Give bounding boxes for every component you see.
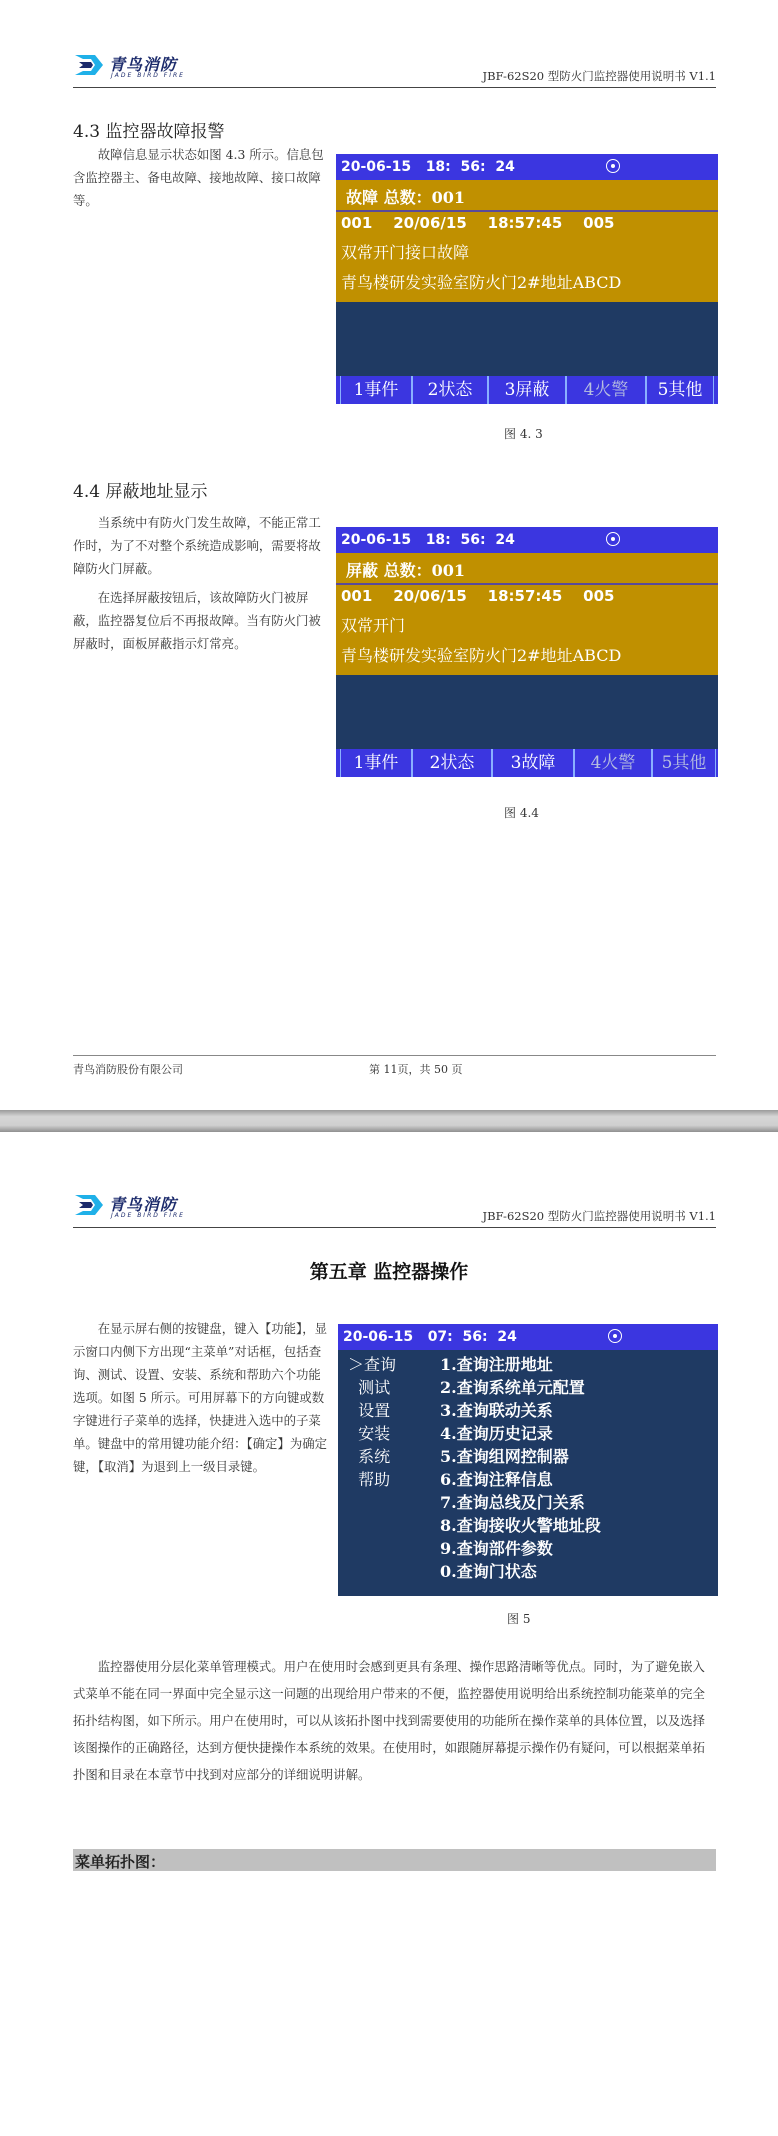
section-4-4-title: 4.4 屏蔽地址显示 <box>73 482 208 502</box>
chapter-5-title: 第五章 监控器操作 <box>309 1261 469 1283</box>
main-menu <box>348 1352 396 1490</box>
document-title: JBF-62S20 型防火门监控器使用说明书 V1.1 <box>482 1209 716 1223</box>
event-line-2: 双常开门 <box>341 616 406 635</box>
page-footer <box>73 1055 716 1077</box>
tab-events[interactable]: 1事件 <box>340 749 412 777</box>
lcd-tab-bar <box>336 749 718 777</box>
submenu-item[interactable]: 3.查询联动关系 <box>440 1401 553 1420</box>
company-logo <box>73 50 193 84</box>
page-separator <box>0 1110 778 1132</box>
section-4-3-paragraph: 故障信息显示状态如图 4.3 所示。信息包含监控器主、备电故障、接地故障、接口故障等。 <box>73 147 324 208</box>
submenu-item[interactable]: 2.查询系统单元配置 <box>440 1378 585 1397</box>
footer-rule <box>73 1055 716 1056</box>
lcd-time: 20-06-15 18: 56: 24 <box>341 159 515 175</box>
tab-events[interactable]: 1事件 <box>340 376 412 404</box>
submenu-item[interactable]: 5.查询组网控制器 <box>440 1447 569 1466</box>
clock-icon <box>608 1329 622 1343</box>
logo-text-cn: 青鸟消防 <box>109 1195 178 1214</box>
lcd-tab-bar <box>336 376 718 404</box>
logo-text-cn: 青鸟消防 <box>109 55 178 74</box>
lcd-screen-fig-4-3 <box>336 154 718 404</box>
submenu-item[interactable]: 7.查询总线及门关系 <box>440 1493 585 1512</box>
lcd-screen-fig-4-4 <box>336 527 718 777</box>
tab-shield[interactable]: 3屏蔽 <box>488 376 566 404</box>
menu-item-query[interactable]: ＞查询 <box>348 1355 397 1374</box>
lcd-time: 20-06-15 18: 56: 24 <box>341 532 515 548</box>
section-4-3-text <box>73 143 328 218</box>
event-line-1: 001 20/06/15 18:57:45 005 <box>341 214 615 232</box>
clock-icon <box>606 532 620 546</box>
submenu-item[interactable]: 9.查询部件参数 <box>440 1539 553 1558</box>
lcd-event-record <box>336 212 718 302</box>
logo-text-en: JADE BIRD FIRE <box>111 72 185 79</box>
lcd-status-bar <box>336 154 718 180</box>
submenu-item[interactable]: 8.查询接收火警地址段 <box>440 1516 601 1535</box>
menu-topology-heading <box>73 1849 716 1871</box>
menu-topology-label: 菜单拓扑图： <box>75 1853 166 1871</box>
lcd-status-bar <box>338 1324 718 1350</box>
chapter-5-intro-paragraph: 在显示屏右侧的按键盘，键入【功能】，显示窗口内侧下方出现“主菜单”对话框，包括查询、测试、设置、安装、系统和帮助六个功能选项。如图 5 所示。可用屏幕下的方向键或数字键进行子菜单的选择，快捷进入选中的子菜单。键盘中的常用键功能介绍：【确定】为确定键，【取消】为退到上一级目录键。 <box>73 1321 328 1474</box>
lcd-time: 20-06-15 07: 56: 24 <box>343 1329 517 1345</box>
tab-other[interactable]: 5其他 <box>646 376 714 404</box>
figure-5-caption: 图 5 <box>507 1612 531 1626</box>
section-4-4-text <box>73 511 328 661</box>
footer-page-number: 第 11页，共 50 页 <box>369 1063 463 1076</box>
page-header <box>73 1190 716 1230</box>
query-submenu <box>440 1352 601 1582</box>
tab-status[interactable]: 2状态 <box>412 376 488 404</box>
figure-4-4-caption: 图 4.4 <box>504 806 539 820</box>
submenu-item[interactable]: 1.查询注册地址 <box>440 1355 553 1374</box>
lcd-screen-fig-5 <box>338 1324 718 1596</box>
tab-other[interactable]: 5其他 <box>652 749 716 777</box>
event-line-3: 青鸟楼研发实验室防火门2#地址ABCD <box>341 273 622 292</box>
tab-status[interactable]: 2状态 <box>412 749 492 777</box>
page-header <box>73 50 716 90</box>
header-rule <box>73 87 716 88</box>
section-4-3-title: 4.3 监控器故障报警 <box>73 122 225 142</box>
logo-text-en: JADE BIRD FIRE <box>111 1212 185 1219</box>
company-logo <box>73 1190 193 1224</box>
lcd-status-bar <box>336 527 718 553</box>
section-4-4-paragraph-2: 在选择屏蔽按钮后，该故障防火门被屏蔽，监控器复位后不再报故障。当有防火门被屏蔽时，面板屏蔽指示灯常亮。 <box>73 590 321 651</box>
footer-company: 青鸟消防股份有限公司 <box>73 1063 183 1076</box>
tab-fire-alarm[interactable]: 4火警 <box>574 749 652 777</box>
lcd-event-record <box>336 585 718 675</box>
bird-logo-icon <box>73 52 105 78</box>
shield-count: 屏蔽 总数：001 <box>346 561 465 580</box>
event-line-1: 001 20/06/15 18:57:45 005 <box>341 587 615 605</box>
lcd-fault-count-bar <box>336 180 718 210</box>
bird-logo-icon <box>73 1192 105 1218</box>
tab-fire-alarm[interactable]: 4火警 <box>566 376 646 404</box>
event-line-3: 青鸟楼研发实验室防火门2#地址ABCD <box>341 646 622 665</box>
header-rule <box>73 1227 716 1228</box>
menu-item-help[interactable]: 帮助 <box>348 1470 391 1489</box>
submenu-item[interactable]: 0.查询门状态 <box>440 1562 537 1581</box>
document-title: JBF-62S20 型防火门监控器使用说明书 V1.1 <box>482 69 716 83</box>
menu-item-settings[interactable]: 设置 <box>348 1401 391 1420</box>
menu-item-install[interactable]: 安装 <box>348 1424 391 1443</box>
clock-icon <box>606 159 620 173</box>
section-4-4-paragraph-1: 当系统中有防火门发生故障，不能正常工作时，为了不对整个系统造成影响，需要将故障防火门屏蔽。 <box>73 515 321 576</box>
chapter-5-intro <box>73 1317 328 1484</box>
figure-4-3-caption: 图 4. 3 <box>504 427 543 441</box>
event-line-2: 双常开门接口故障 <box>341 243 470 262</box>
submenu-item[interactable]: 4.查询历史记录 <box>440 1424 553 1443</box>
fault-count: 故障 总数：001 <box>346 188 465 207</box>
tab-fault[interactable]: 3故障 <box>492 749 574 777</box>
chapter-5-body-paragraph: 监控器使用分层化菜单管理模式。用户在使用时会感到更具有条理、操作思路清晰等优点。同时，为了避免嵌入式菜单不能在同一界面中完全显示这一问题的出现给用户带来的不便，监控器使用说明给出系统控制功能菜单的完全拓扑结构图，如下所示。用户在使用时，可以从该拓扑图中找到需要使用的功能所在操作菜单的具体位置，以及选择该图操作的正确路径，达到方便快捷操作本系统的效果。在使用时，如跟随屏幕提示操作仍有疑问，可以根据菜单拓扑图和目录在本章节中找到对应部分的详细说明讲解。 <box>73 1659 705 1782</box>
submenu-item[interactable]: 6.查询注释信息 <box>440 1470 553 1489</box>
lcd-shield-count-bar <box>336 553 718 583</box>
menu-item-system[interactable]: 系统 <box>348 1447 391 1466</box>
chapter-5-body <box>73 1653 716 1794</box>
menu-item-test[interactable]: 测试 <box>348 1378 391 1397</box>
